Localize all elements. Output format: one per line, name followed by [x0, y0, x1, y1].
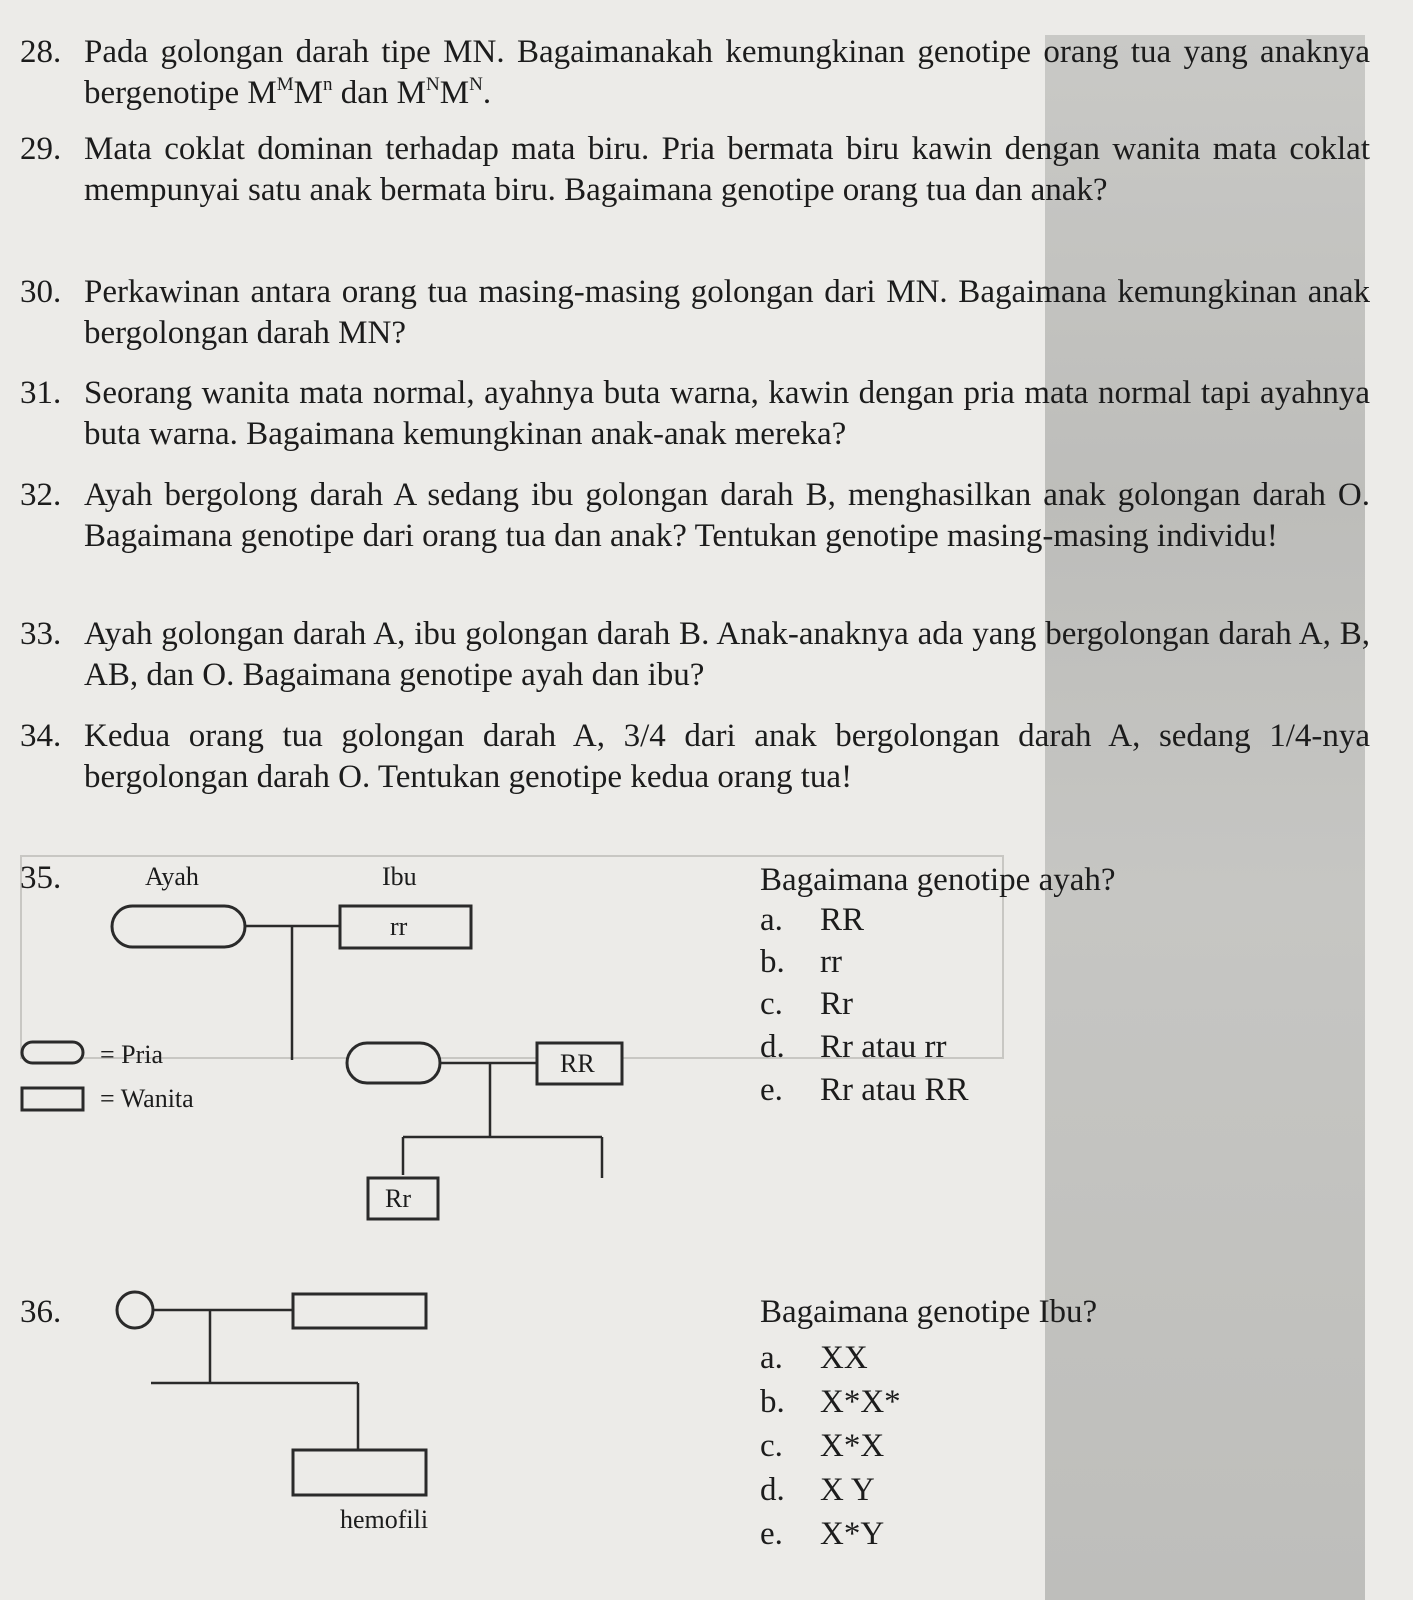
son-male-symbol [347, 1043, 440, 1083]
question-text: Perkawinan antara orang tua masing-masing golongan dari MN. Bagaimana kemungkinan anak bergolongan darah MN? [84, 274, 1370, 351]
q36-question: Bagaimana genotipe Ibu? [760, 1294, 1098, 1330]
q36-option-b: b. X*X* [760, 1384, 901, 1420]
q35-question: Bagaimana genotipe ayah? [760, 862, 1116, 898]
q35-option-c: c. Rr [760, 986, 853, 1022]
hemofili-label: hemofili [340, 1505, 429, 1534]
question-number: 32. [20, 477, 62, 513]
q36-option-c: c. X*X [760, 1428, 885, 1464]
ayah-male-symbol [112, 906, 245, 947]
ayah-label: Ayah [145, 862, 199, 891]
q35-option-b: b. rr [760, 944, 842, 980]
question-text: Ayah golongan darah A, ibu golongan darah B. Anak-anaknya ada yang bergolongan darah A, B, AB, dan O. Bagaimana genotipe ayah dan ibu? [84, 616, 1370, 693]
spouse-genotype: RR [560, 1049, 595, 1078]
question-number: 33. [20, 616, 62, 652]
question-text: Seorang wanita mata normal, ayahnya buta warna, kawin dengan pria mata normal tapi ayahnya buta warna. Bagaimana kemungkinan anak-anak mereka? [84, 375, 1370, 452]
mother-female-symbol [293, 1294, 426, 1328]
question-number: 29. [20, 131, 62, 167]
question-number: 30. [20, 274, 62, 310]
question-number: 31. [20, 375, 62, 411]
question-number: 34. [20, 718, 62, 754]
child-genotype: Rr [385, 1184, 411, 1213]
question-text: Ayah bergolong darah A sedang ibu golongan darah B, menghasilkan anak golongan darah O. Bagaimana genotipe dari orang tua dan anak? Tentukan genotipe masing-masing individu! [84, 477, 1370, 554]
legend-pria-label: = Pria [100, 1040, 164, 1069]
ibu-label: Ibu [382, 862, 417, 891]
question-text: Pada golongan darah tipe MN. Bagaimanakah kemungkinan genotipe orang tua yang anaknya bergenotipe $M^MM^n$ dan $M^NM^N$. [84, 34, 1370, 111]
q36-option-a: a. XX [760, 1340, 868, 1376]
question-number: 28. [20, 34, 62, 70]
question-number: 35. [20, 860, 62, 896]
question-text: Mata coklat dominan terhadap mata biru. Pria bermata biru kawin dengan wanita mata coklat mempunyai satu anak bermata biru. Bagaimana genotipe orang tua dan anak? [84, 131, 1370, 208]
q35-option-a: a. RR [760, 902, 865, 938]
q36-option-e: e. X*Y [760, 1516, 885, 1552]
legend-female-symbol [22, 1088, 83, 1110]
q35-option-d: d. Rr atau rr [760, 1029, 947, 1065]
ibu-genotype: rr [390, 912, 408, 941]
legend-male-symbol [22, 1042, 83, 1063]
legend-wanita-label: = Wanita [100, 1084, 194, 1113]
q36-option-d: d. X Y [760, 1472, 875, 1508]
question-number: 36. [20, 1294, 62, 1330]
q35-option-e: e. Rr atau RR [760, 1072, 969, 1108]
pedigree-36 [117, 1292, 426, 1495]
father-circle-symbol [117, 1292, 153, 1328]
hemofili-child-symbol [293, 1450, 426, 1495]
question-text: Kedua orang tua golongan darah A, 3/4 dari anak bergolongan darah A, sedang 1/4-nya bergolongan darah O. Tentukan genotipe kedua orang tua! [84, 718, 1370, 795]
